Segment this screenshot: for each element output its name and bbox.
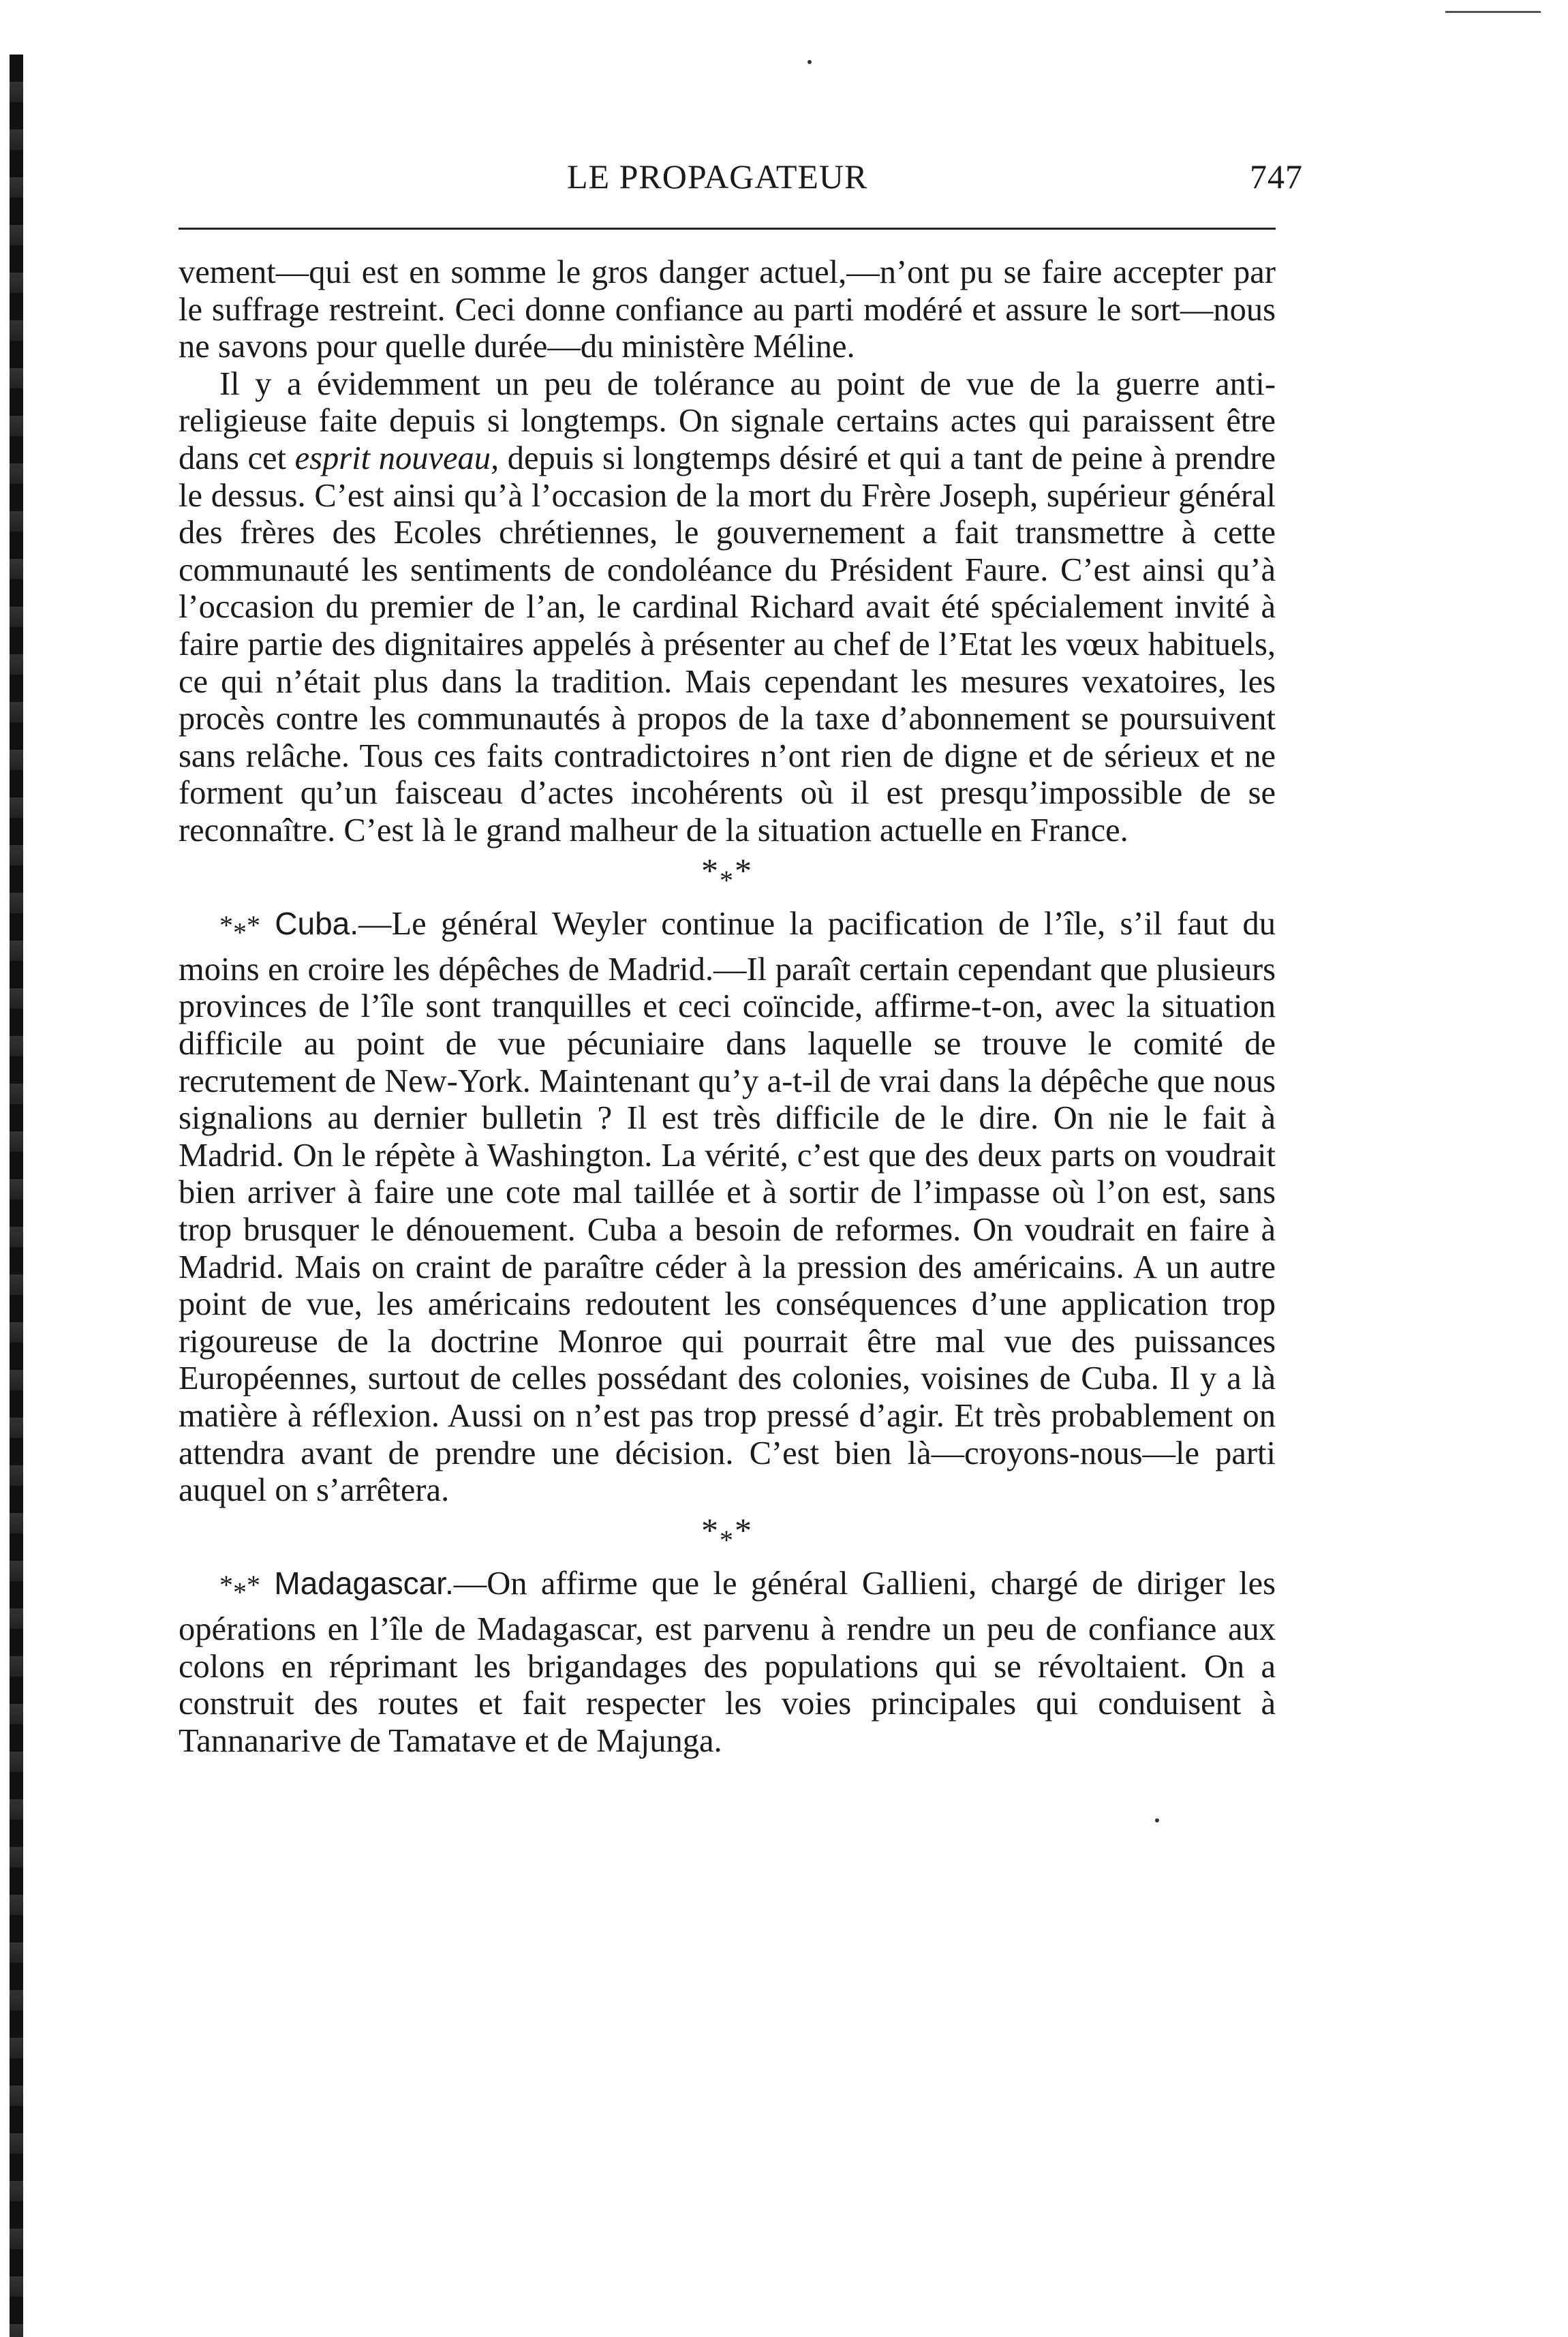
running-head — [179, 150, 1303, 204]
section-separator — [179, 1510, 1276, 1561]
speck — [808, 60, 812, 64]
section-star: * — [247, 1569, 260, 1600]
page — [179, 150, 1303, 1760]
separator-star: * — [720, 1524, 735, 1555]
separator-star: * — [735, 851, 753, 889]
paragraph-cuba — [179, 905, 1276, 1510]
paragraph-madagascar — [179, 1565, 1276, 1760]
section-star: * — [219, 909, 233, 941]
section-separator — [179, 850, 1276, 901]
emphasis-text: esprit nouveau, — [294, 440, 499, 476]
section-star: * — [247, 909, 260, 941]
section-star: * — [233, 1576, 247, 1608]
separator-star: * — [701, 851, 720, 889]
paragraph-text: —Le général Weyler continue la pacification de l’île, s’il faut du moins en croire les dépêches de Madrid.—Il paraît certain cependant que plusieurs provinces de l’île sont tranquilles et ceci coïncide, affirme-t-on, avec la situation difficile au point de vue pécuniaire dans laquelle se trouve le comité de recrutement de New-York. Maintenant qu’y a-t-il de vrai dans la dépêche que nous signalions au dernier bulletin ? Il est très difficile de le dire. On nie le fait à Madrid. On le répète à Washington. La vérité, c’est que des deux parts on voudrait bien arriver à faire une cote mal taillée et à sortir de l’impasse où l’on est, sans trop brusquer le dénouement. Cuba a besoin de reformes. On voudrait en faire à Madrid. Mais on craint de paraître céder à la pression des américains. A un autre point de vue, les américains redoutent les conséquences d’une application trop rigoureuse de la doctrine Monroe qui pourrait être mal vue des puissances Européennes, surtout de celles possédant des colonies, voisines de Cuba. Il y a là matière à réflexion. Aussi on n’est pas trop pressé d’agir. Et très probablement on attendra avant de prendre une décision. C’est bien là—croyons-nous—le parti auquel on s’arrêtera. — [179, 905, 1276, 1509]
paragraph — [179, 366, 1276, 850]
section-star: * — [233, 917, 247, 948]
corner-rule — [1445, 11, 1541, 13]
paragraph-text: —On affirme que le général Gallieni, chargé de diriger les opérations en l’île de Madagascar, est parvenu à rendre un peu de confiance aux colons en réprimant les brigandages des populations qui se révoltaient. On a construit des routes et fait respecter les voies principales qui conduisent à Tannanarive de Tamatave et de Majunga. — [179, 1565, 1276, 1759]
speck — [1155, 1818, 1159, 1822]
section-star: * — [219, 1569, 233, 1600]
running-title: LE PROPAGATEUR — [567, 157, 868, 196]
paragraph: vement—qui est en somme le gros danger actuel,—n’ont pu se faire accepter par le suffrage restreint. Ceci donne confiance au parti modéré et assure le sort—nous ne savons pour quelle durée—du ministère Méline. — [179, 254, 1276, 365]
paragraph-text: Il y a évidemment un peu de tolérance au point de vue de la guerre anti-religieuse faite depuis si longtemps. On signale certains actes qui paraissent être dans cet — [179, 365, 1276, 476]
header-rule — [179, 228, 1276, 230]
separator-star: * — [735, 1510, 753, 1549]
binding-edge — [10, 55, 23, 2337]
section-heading-madagascar: Madagascar. — [274, 1565, 454, 1601]
page-number: 747 — [1250, 157, 1303, 196]
separator-star: * — [701, 1510, 720, 1549]
paragraph-text: depuis si longtemps désiré et qui a tant de peine à prendre le dessus. C’est ainsi qu’à l’occasion de la mort du Frère Joseph, supérieur général des frères des Ecoles chrétiennes, le gouvernement a fait transmettre à cette communauté les sentiments de condoléance du Président Faure. C’est ainsi qu’à l’occasion du premier de l’an, le cardinal Richard avait été spécialement invité à faire partie des dignitaires appelés à présenter au chef de l’Etat les vœux habituels, ce qui n’était plus dans la tradition. Mais cependant les mesures vexatoires, les procès contre les communautés à propos de la taxe d’abonnement se poursuivent sans relâche. Tous ces faits contradictoires n’ont rien de digne et de sérieux et ne forment qu’un faisceau d’actes incohérents où il est presqu’impossible de se reconnaître. C’est là le grand malheur de la situation actuelle en France. — [179, 440, 1276, 849]
section-heading-cuba: Cuba. — [275, 905, 359, 941]
body-text — [179, 254, 1276, 1760]
separator-star: * — [720, 864, 735, 896]
